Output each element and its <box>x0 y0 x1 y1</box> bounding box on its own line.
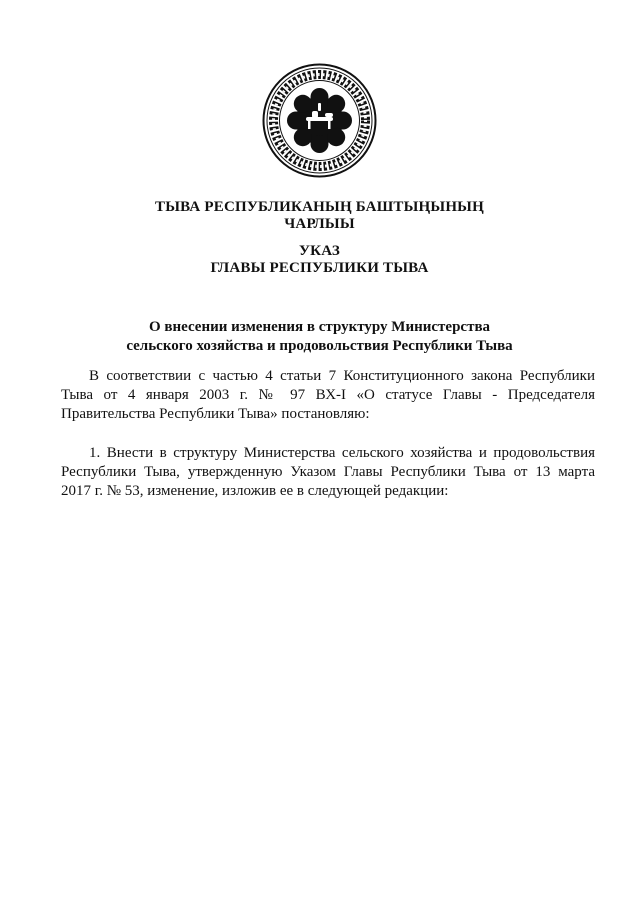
heading-head-of-republic: ГЛАВЫ РЕСПУБЛИКИ ТЫВА <box>210 260 429 276</box>
preamble-line-3: Правительства Республики Тыва» постановляю: <box>61 406 370 422</box>
item-1-line-1: 1. Внести в структуру Министерства сельского хозяйства и продовольствия <box>89 445 595 461</box>
item-1-line-2: Республики Тыва, утвержденную Указом Главы Республики Тыва от 13 марта <box>61 464 595 480</box>
heading-ukaz: УКАЗ <box>298 243 341 259</box>
coat-of-arms-emblem <box>262 63 377 178</box>
document-title-line-1: О внесении изменения в структуру Министерства <box>148 319 491 335</box>
heading-tyva-line-2: ЧАРЛЫЫ <box>284 216 355 232</box>
document-title-line-2: сельского хозяйства и продовольствия Республики Тыва <box>126 338 513 354</box>
preamble-line-1: В соответствии с частью 4 статьи 7 Конституционного закона Республики <box>89 368 595 384</box>
preamble-line-2: Тыва от 4 января 2003 г. № 97 ВХ-I «О статусе Главы - Председателя <box>61 387 595 403</box>
item-1-line-3: 2017 г. № 53, изменение, изложив ее в следующей редакции: <box>61 483 449 499</box>
heading-tyva-line-1: ТЫВА РЕСПУБЛИКАНЫҢ БАШТЫҢЫНЫҢ <box>155 199 484 215</box>
